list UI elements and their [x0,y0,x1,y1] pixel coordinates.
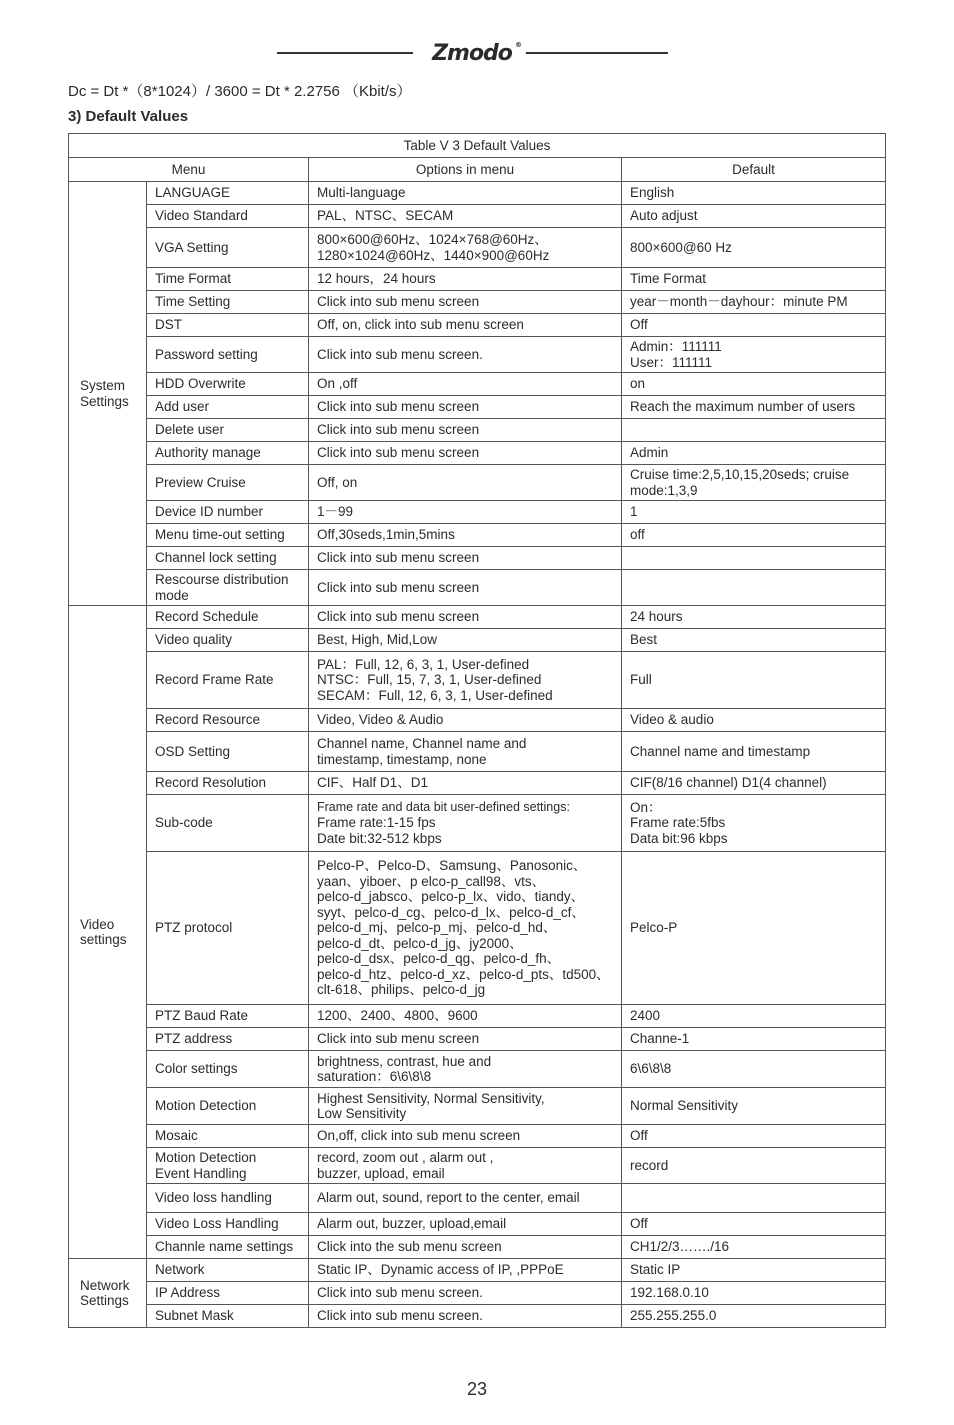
table-row [69,1282,886,1305]
options-text: Click into sub menu screen [317,550,480,566]
default-cell: Channel name and timestamp [622,732,886,772]
options-cell [309,1051,622,1088]
options-text: Click into sub menu screen [317,294,480,310]
menu-item-cell: Video loss handling [147,1184,309,1213]
menu-item-cell: Menu time-out setting [147,524,309,547]
table-row [69,291,886,314]
table-row [69,1184,886,1213]
default-cell: English [622,182,886,205]
menu-item-cell: Mosaic [147,1125,309,1148]
default-cell: 1 [622,501,886,524]
options-cell [309,442,622,465]
menu-item-cell: Time Format [147,268,309,291]
table-row [69,709,886,732]
options-text: PAL、NTSC、SECAM [317,208,454,224]
menu-item-cell: DST [147,314,309,337]
bitrate-formula: Dc = Dt *（8*1024）/ 3600 = Dt * 2.2756 （Kbit/s） [68,83,412,100]
options-cell [309,606,622,629]
options-cell [309,524,622,547]
options-text: On,off, click into sub menu screen [317,1128,521,1144]
default-cell: Off [622,1213,886,1236]
menu-item-cell: Device ID number [147,501,309,524]
table-row [69,570,886,606]
table-row [69,228,886,268]
table-row [69,419,886,442]
default-cell: 800×600@60 Hz [622,228,886,268]
table-caption-row [69,134,886,158]
header-rule-right [526,52,668,54]
options-cell [309,228,622,268]
options-cell [309,732,622,772]
menu-item-cell: HDD Overwrite [147,373,309,396]
menu-item-cell: Delete user [147,419,309,442]
default-cell: Full [622,652,886,709]
menu-item-cell: Video Standard [147,205,309,228]
options-cell [309,795,622,852]
options-text: Click into sub menu screen. [317,1285,483,1301]
svg-text:Zmodo: Zmodo [432,41,512,66]
default-cell: Off [622,314,886,337]
options-text: Off,30seds,1min,5mins [317,527,455,543]
table-row [69,1005,886,1028]
options-text: brightness, contrast, hue and saturation：6\6\8\8 [317,1053,492,1084]
options-cell [309,1236,622,1259]
default-cell: year－month－dayhour：minute PM [622,291,886,314]
options-cell [309,291,622,314]
menu-item-cell: Subnet Mask [147,1305,309,1328]
options-text: 800×600@60Hz、1024×768@60Hz、 1280×1024@60Hz、1440×900@60Hz [317,232,550,263]
options-text: Click into sub menu screen. [317,346,483,362]
menu-item-cell: Record Schedule [147,606,309,629]
menu-item-cell: VGA Setting [147,228,309,268]
default-cell: Off [622,1125,886,1148]
default-cell: Reach the maximum number of users [622,396,886,419]
menu-item-cell: Password setting [147,337,309,373]
table-row [69,373,886,396]
default-cell: Admin [622,442,886,465]
default-cell: 192.168.0.10 [622,1282,886,1305]
options-text: Off, on [317,474,358,490]
page-header [0,36,954,66]
table-row [69,1148,886,1184]
default-cell: off [622,524,886,547]
table-row [69,314,886,337]
table-row [69,1088,886,1125]
group-label: Network Settings [69,1259,147,1328]
options-cell [309,1148,622,1184]
header-default: Default [622,158,886,182]
default-cell: Time Format [622,268,886,291]
table-row [69,1213,886,1236]
options-text: Click into sub menu screen [317,422,480,438]
table-row [69,524,886,547]
options-cell [309,373,622,396]
options-text: Click into sub menu screen [317,579,480,595]
table-row [69,501,886,524]
options-text: On ,off [317,376,358,392]
options-text: record, zoom out , alarm out , buzzer, upload, email [317,1150,494,1181]
options-text: Video, Video & Audio [317,712,444,728]
table-row [69,772,886,795]
table-row [69,337,886,373]
menu-item-cell: PTZ address [147,1028,309,1051]
menu-item-cell: Rescourse distribution mode [147,570,309,606]
menu-item-cell: Authority manage [147,442,309,465]
menu-item-cell: PTZ protocol [147,852,309,1005]
default-cell: on [622,373,886,396]
options-text: Pelco-P、Pelco-D、Samsung、Panosonic、 yaan、yiboer、p elco-p_call98、vts、 pelco-d_jabsco、pelco-p_lx、vido、tiandy、 syyt、pelco-d_cg、pelco-d_lx、pelco-d_cf、 pelco-d_mj、pelco-p_mj、pelco-d_hd、 pelco-d_dt、pelco-d_jg、jy2000、 pelco-d_dsx、pelco-d_qg、pelco-d_fh、 pelco-d_htz、pelco-d_xz、pelco-d_pts、td500、 clt-618、philips、pelco-d_jg [317,858,610,998]
default-cell [622,419,886,442]
options-text: Click into sub menu screen [317,445,480,461]
menu-item-cell: Network [147,1259,309,1282]
default-cell: Pelco-P [622,852,886,1005]
menu-item-cell: Sub-code [147,795,309,852]
options-text: Channel name, Channel name and timestamp, timestamp, none [317,736,527,767]
options-cell [309,1259,622,1282]
default-cell: Static IP [622,1259,886,1282]
table-row [69,1305,886,1328]
table-row [69,268,886,291]
options-text: Alarm out, sound, report to the center, email [317,1190,580,1206]
table-row [69,795,886,852]
default-cell: 2400 [622,1005,886,1028]
brand-logo [422,38,522,66]
table-row [69,606,886,629]
menu-item-cell: Color settings [147,1051,309,1088]
default-cell: Normal Sensitivity [622,1088,886,1125]
options-cell [309,182,622,205]
table-row [69,205,886,228]
options-cell [309,1213,622,1236]
default-cell: Video & audio [622,709,886,732]
table-row [69,1051,886,1088]
options-cell [309,205,622,228]
default-values-table [68,133,886,1328]
table-row [69,182,886,205]
page-number: 23 [466,1379,488,1399]
options-cell [309,1184,622,1213]
table-row [69,732,886,772]
options-cell [309,1088,622,1125]
options-text: Highest Sensitivity, Normal Sensitivity, Low Sensitivity [317,1090,545,1121]
options-note: Frame rate and data bit user-defined settings: [317,799,570,814]
options-cell [309,337,622,373]
options-text: 1－99 [317,504,354,520]
default-cell: Channe-1 [622,1028,886,1051]
table-row [69,1259,886,1282]
default-cell: 24 hours [622,606,886,629]
header-menu: Menu [69,158,309,182]
options-text: Off, on, click into sub menu screen [317,317,524,333]
table-row [69,547,886,570]
menu-item-cell: Record Frame Rate [147,652,309,709]
default-cell [622,1184,886,1213]
options-text: Best, High, Mid,Low [317,632,438,648]
menu-item-cell: Add user [147,396,309,419]
default-cell: Best [622,629,886,652]
default-cell: On： Frame rate:5fbs Data bit:96 kbps [622,795,886,852]
options-cell [309,852,622,1005]
options-cell [309,268,622,291]
menu-item-cell: Time Setting [147,291,309,314]
default-cell: record [622,1148,886,1184]
menu-item-cell: Motion Detection [147,1088,309,1125]
table-header-row [69,158,886,182]
options-text: Click into sub menu screen [317,1031,480,1047]
header-options: Options in menu [309,158,622,182]
menu-item-cell: Video quality [147,629,309,652]
default-cell: CH1/2/3……./16 [622,1236,886,1259]
options-cell [309,1305,622,1328]
table-row [69,465,886,501]
table-row [69,1236,886,1259]
table-caption: Table V 3 Default Values [69,134,886,158]
default-cell: Cruise time:2,5,10,15,20seds; cruise mode:1,3,9 [622,465,886,501]
options-text: Click into sub menu screen [317,609,480,625]
options-cell [309,419,622,442]
menu-item-cell: Video Loss Handling [147,1213,309,1236]
menu-item-cell: IP Address [147,1282,309,1305]
options-text: Frame rate:1-15 fps Date bit:32-512 kbps [317,815,442,846]
options-cell [309,465,622,501]
options-cell [309,1125,622,1148]
options-cell [309,1028,622,1051]
menu-item-cell: OSD Setting [147,732,309,772]
menu-item-cell: Record Resolution [147,772,309,795]
default-cell: Admin：111111 User：111111 [622,337,886,373]
table-row [69,1125,886,1148]
default-cell [622,547,886,570]
table-row [69,1028,886,1051]
options-text: PAL：Full, 12, 6, 3, 1, User-defined NTSC：Full, 15, 7, 3, 1, User-defined SECAM：Full, 12, 6, 3, 1, User-defined [317,656,553,703]
menu-item-cell: LANGUAGE [147,182,309,205]
menu-item-cell: Channle name settings [147,1236,309,1259]
default-cell [622,570,886,606]
table-row [69,442,886,465]
menu-item-cell: Record Resource [147,709,309,732]
default-cell: 6\6\8\8 [622,1051,886,1088]
options-cell [309,1005,622,1028]
options-cell [309,501,622,524]
options-text: Click into sub menu screen. [317,1308,483,1324]
options-text: Click into the sub menu screen [317,1239,502,1255]
group-label: System Settings [69,182,147,606]
options-text: 1200、2400、4800、9600 [317,1008,478,1024]
options-text: Static IP、Dynamic access of IP, ,PPPoE [317,1262,564,1278]
options-cell [309,652,622,709]
zmodo-logo-icon [422,38,522,66]
options-cell [309,1282,622,1305]
section-title: 3) Default Values [68,108,189,125]
options-cell [309,396,622,419]
table-row [69,629,886,652]
menu-item-cell: Motion Detection Event Handling [147,1148,309,1184]
options-text: CIF、Half D1、D1 [317,775,429,791]
options-text: Click into sub menu screen [317,399,480,415]
svg-text:®: ® [515,41,521,49]
menu-item-cell: Channel lock setting [147,547,309,570]
menu-item-cell: Preview Cruise [147,465,309,501]
table-row [69,852,886,1005]
options-cell [309,547,622,570]
options-cell [309,709,622,732]
default-cell: Auto adjust [622,205,886,228]
options-cell [309,570,622,606]
default-cell: CIF(8/16 channel) D1(4 channel) [622,772,886,795]
menu-item-cell: PTZ Baud Rate [147,1005,309,1028]
options-text: 12 hours，24 hours [317,271,436,287]
options-cell [309,314,622,337]
table-row [69,396,886,419]
default-cell: 255.255.255.0 [622,1305,886,1328]
options-text: Alarm out, buzzer, upload,email [317,1216,507,1232]
header-rule-left [277,52,413,54]
options-text: Multi-language [317,185,406,201]
table-row [69,652,886,709]
options-cell [309,629,622,652]
group-label: Video settings [69,606,147,1259]
options-cell [309,772,622,795]
